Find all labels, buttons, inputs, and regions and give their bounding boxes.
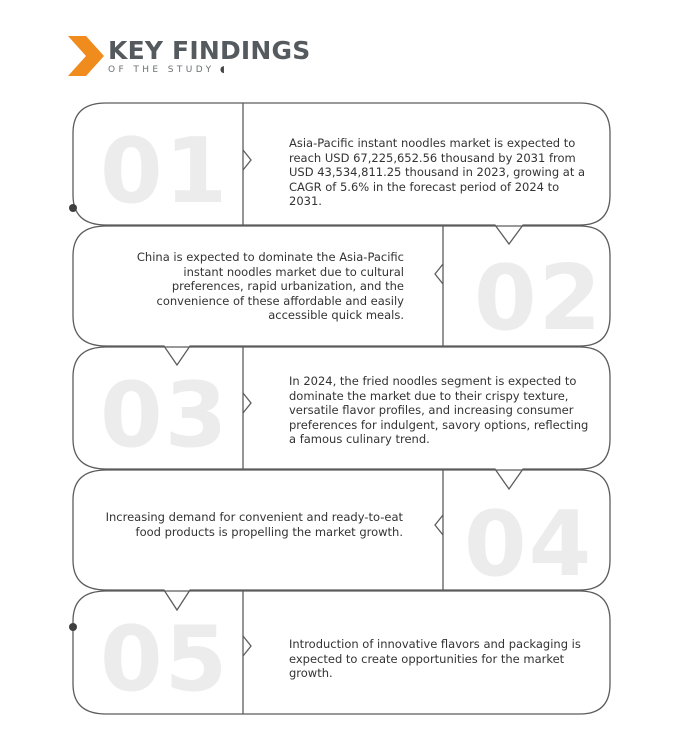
dot-marker-2 xyxy=(69,623,77,631)
dot-marker-1 xyxy=(69,204,77,212)
finding-text-2: China is expected to dominate the Asia-Pacific instant noodles market due to cultural preferences, rapid urbanization, and the convenience of these affordable and easily accessible quick meals. xyxy=(136,250,404,323)
pointer-3 xyxy=(243,393,251,413)
finding-number-1: 01 xyxy=(100,119,230,224)
finding-number-5: 05 xyxy=(100,607,230,712)
finding-text-1: Asia-Pacific instant noodles market is expected to reach USD 67,225,652.56 thousand by 2031 from USD 43,534,811.25 thousand in 2023, growing at a CAGR of 5.6% in the forecast period of 2024 to 2031. xyxy=(289,136,586,209)
pointer-5 xyxy=(243,636,251,656)
crescent-icon: ◖ xyxy=(220,65,225,75)
finding-text-3: In 2024, the fried noodles segment is expected to dominate the market due to their crispy texture, versatile flavor profiles, and increasing consumer preferences for indulgent, savory options, reflecting a famous culinary trend. xyxy=(289,374,589,447)
page-title: KEY FINDINGS xyxy=(108,36,311,65)
finding-number-4: 04 xyxy=(464,492,594,597)
finding-text-5: Introduction of innovative flavors and packaging is expected to create opportunities for the market growth. xyxy=(289,637,581,681)
pointer-1 xyxy=(243,150,251,170)
pointer-2 xyxy=(435,264,443,284)
pointer-4 xyxy=(435,515,443,535)
page-subtitle: OF THE STUDY xyxy=(108,65,215,75)
finding-number-3: 03 xyxy=(100,363,230,468)
finding-text-4: Increasing demand for convenient and ready-to-eat food products is propelling the market growth. xyxy=(105,510,403,539)
finding-number-2: 02 xyxy=(474,246,604,351)
